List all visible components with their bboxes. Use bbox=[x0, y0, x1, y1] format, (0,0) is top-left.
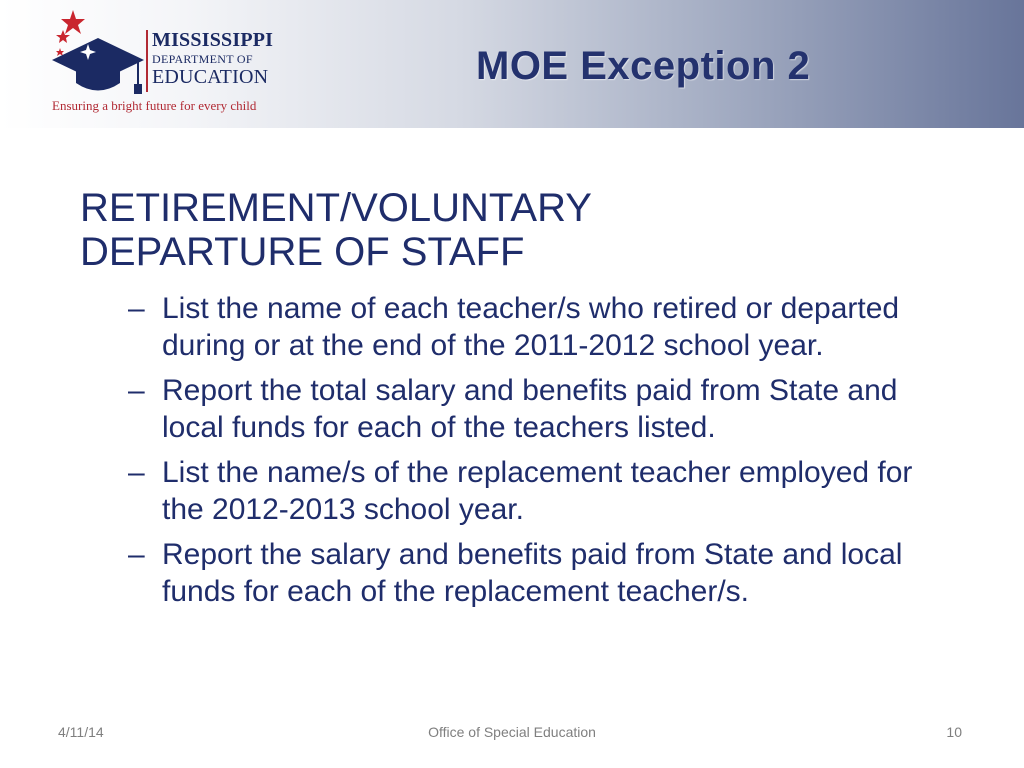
bullet-dash: – bbox=[128, 374, 145, 407]
graduation-cap-icon bbox=[48, 8, 148, 98]
main-heading bbox=[80, 186, 940, 274]
bullet-dash: – bbox=[128, 538, 145, 571]
bullet-text: Report the salary and benefits paid from State and local funds for each of the replacement teacher/s. bbox=[162, 538, 903, 608]
logo-tagline: Ensuring a bright future for every child bbox=[52, 98, 257, 113]
bullet-text: List the name of each teacher/s who retired or departed during or at the end of the 2011-2012 school year. bbox=[162, 292, 900, 362]
logo-divider bbox=[146, 30, 148, 92]
heading-line-2: DEPARTURE OF STAFF bbox=[80, 230, 525, 274]
bullet-item bbox=[128, 290, 948, 364]
footer-office: Office of Special Education bbox=[428, 724, 596, 740]
bullet-text: List the name/s of the replacement teacher employed for the 2012-2013 school year. bbox=[162, 456, 913, 526]
footer-date: 4/11/14 bbox=[58, 724, 104, 740]
bullet-item bbox=[128, 454, 948, 528]
bullet-dash: – bbox=[128, 292, 145, 325]
slide-title: MOE Exception 2 bbox=[476, 44, 811, 88]
mde-logo bbox=[48, 8, 293, 118]
page-number: 10 bbox=[946, 724, 962, 740]
logo-line-1: MISSISSIPPI bbox=[152, 29, 274, 51]
bullet-item bbox=[128, 536, 948, 610]
bullet-item bbox=[128, 372, 948, 446]
bullet-dash: – bbox=[128, 456, 145, 489]
bullet-text: Report the total salary and benefits paid from State and local funds for each of the teachers listed. bbox=[162, 374, 898, 444]
logo-line-2: DEPARTMENT OF bbox=[152, 52, 253, 66]
logo-wordmark bbox=[152, 30, 273, 87]
heading-line-1: RETIREMENT/VOLUNTARY bbox=[80, 186, 592, 230]
logo-line-3: EDUCATION bbox=[152, 66, 269, 88]
bullet-list bbox=[128, 290, 948, 618]
